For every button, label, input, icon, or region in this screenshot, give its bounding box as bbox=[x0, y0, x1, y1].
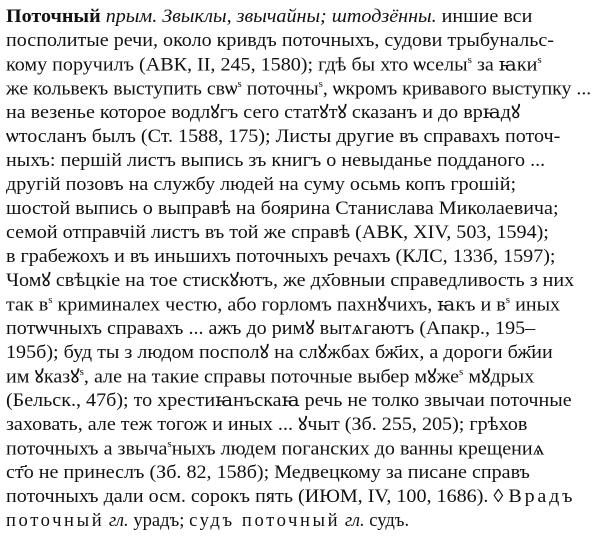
text-run: ст҃о не принеслъ (Зб. 82, 158б); Медвецкому за писане справъ bbox=[6, 462, 530, 483]
text-run: захова bbox=[6, 414, 60, 435]
text-line bbox=[6, 488, 575, 507]
text-run: поточныхъ дали осм. сорокъ пять (ИЮМ, IV, 100, 1686). ◊ bbox=[6, 486, 509, 507]
italic-text: гл. bbox=[108, 510, 129, 531]
text-run: (Бельск., 47б); то хрестиꙗнъскаꙗ речь не толко звычаи поточные bbox=[6, 390, 572, 411]
superscript-mark: s bbox=[237, 79, 242, 90]
superscript-mark: s bbox=[167, 439, 172, 450]
spaced-phrase: судъ поточный bbox=[189, 510, 341, 531]
text-run: на везенье которое водлꙋгъ сего статꙋтꙋ сказанъ и до врꙗдꙋ bbox=[6, 102, 521, 123]
text-run: иных bbox=[510, 294, 561, 316]
superscript-mark: s bbox=[459, 367, 464, 378]
headword: Поточный bbox=[6, 6, 101, 27]
text-line bbox=[6, 344, 553, 363]
text-run: судъ. bbox=[364, 510, 410, 531]
text-run: ѡтосланъ былъ (Ст. 1588, 175); Листы другие въ справахъ поточ- bbox=[6, 126, 561, 147]
text-run: поточныхъ а звыча bbox=[6, 438, 168, 460]
text-run: поточны bbox=[241, 78, 319, 100]
text-line bbox=[6, 176, 516, 195]
italic-text: гл. bbox=[344, 510, 365, 531]
text-line bbox=[6, 296, 560, 315]
text-run: ныхъ: першій листъ выпись зъ книгъ о невыданье подданого ... bbox=[6, 150, 546, 171]
text-line bbox=[6, 80, 591, 99]
superscript-mark: s bbox=[467, 55, 472, 66]
superscript-mark: s bbox=[505, 295, 511, 306]
text-line bbox=[6, 440, 545, 459]
text-run: , ѡкромъ кривавого выступку ... bbox=[322, 78, 592, 100]
text-line bbox=[6, 392, 572, 411]
text-run: криминалех честю, або горломъ пахнꙋчихъ, ꙗкъ и в bbox=[52, 294, 506, 316]
text-run: же кольвекъ выступить свѡ bbox=[6, 78, 238, 100]
text-run: ть, але теж тогож и иных ... ꙋчыт (Зб. 255, 205); грѣхов bbox=[59, 414, 528, 435]
text-run: мꙋдрых bbox=[463, 366, 535, 388]
text-run: шостой выпись о выправѣ на боярина Станислава Миколаевича; bbox=[6, 198, 559, 219]
text-line bbox=[6, 248, 556, 267]
text-line bbox=[6, 200, 559, 219]
superscript-mark: s bbox=[79, 367, 84, 378]
text-line bbox=[6, 416, 527, 435]
text-run: урадъ; bbox=[128, 510, 190, 531]
text-run: посполитые речи, около кривдъ поточныхъ, судови трыбунальс- bbox=[6, 30, 554, 51]
text-line bbox=[6, 320, 535, 339]
spaced-phrase: Врадъ bbox=[508, 486, 576, 507]
text-line bbox=[6, 8, 532, 27]
text-run: в грабежохъ и въ иньшихъ поточныхъ речахъ (КЛС, 133б, 1597); bbox=[6, 246, 556, 267]
text-line bbox=[6, 464, 530, 483]
spaced-phrase: поточный bbox=[6, 510, 105, 531]
text-run: семой отправчій листъ въ той же справѣ (АВК, XIV, 503, 1594); bbox=[6, 222, 549, 243]
text-run: за ꙗки bbox=[471, 54, 538, 76]
text-run: так в bbox=[6, 294, 49, 316]
superscript-mark: s bbox=[48, 295, 53, 306]
text-line bbox=[6, 128, 560, 147]
superscript-mark: s bbox=[318, 79, 323, 90]
text-line bbox=[6, 32, 554, 51]
text-line bbox=[6, 368, 534, 387]
text-line bbox=[6, 152, 545, 171]
text-line bbox=[6, 56, 542, 75]
text-run: другій позовъ на службу людей на суму осьмь копъ грошій; bbox=[6, 174, 517, 195]
text-run: им ꙋказꙋ bbox=[6, 366, 80, 388]
text-run: Чомꙋ свѣцкіе на тое стискꙋютъ, же дх҃овныи справедливость з них bbox=[6, 270, 575, 291]
text-line bbox=[6, 224, 549, 243]
text-run: ныхъ людем поганских до ванны крещениѧ bbox=[171, 438, 545, 460]
text-line bbox=[6, 104, 520, 123]
text-run: , але на такие справы поточные выбер мꙋже bbox=[83, 366, 460, 388]
text-run: потѡчныхъ справахъ ... ажъ до римꙋ вытѧгаютъ (Апакр., 195– bbox=[6, 318, 536, 339]
text-line bbox=[6, 272, 574, 291]
text-run: кому поручилъ (АВК, II, 245, 1580); гдѣ бы хто ѡселы bbox=[6, 54, 468, 76]
italic-text: прым. Звыклы, звычайны; штодзённы. bbox=[105, 6, 437, 27]
text-line bbox=[6, 512, 409, 531]
text-run: иншие вси bbox=[436, 6, 533, 27]
superscript-mark: s bbox=[537, 55, 542, 66]
text-run: 195б); буд ты з людом посполꙋ на слꙋжбах бж҃их, а дороги бж҃ии bbox=[6, 342, 553, 363]
